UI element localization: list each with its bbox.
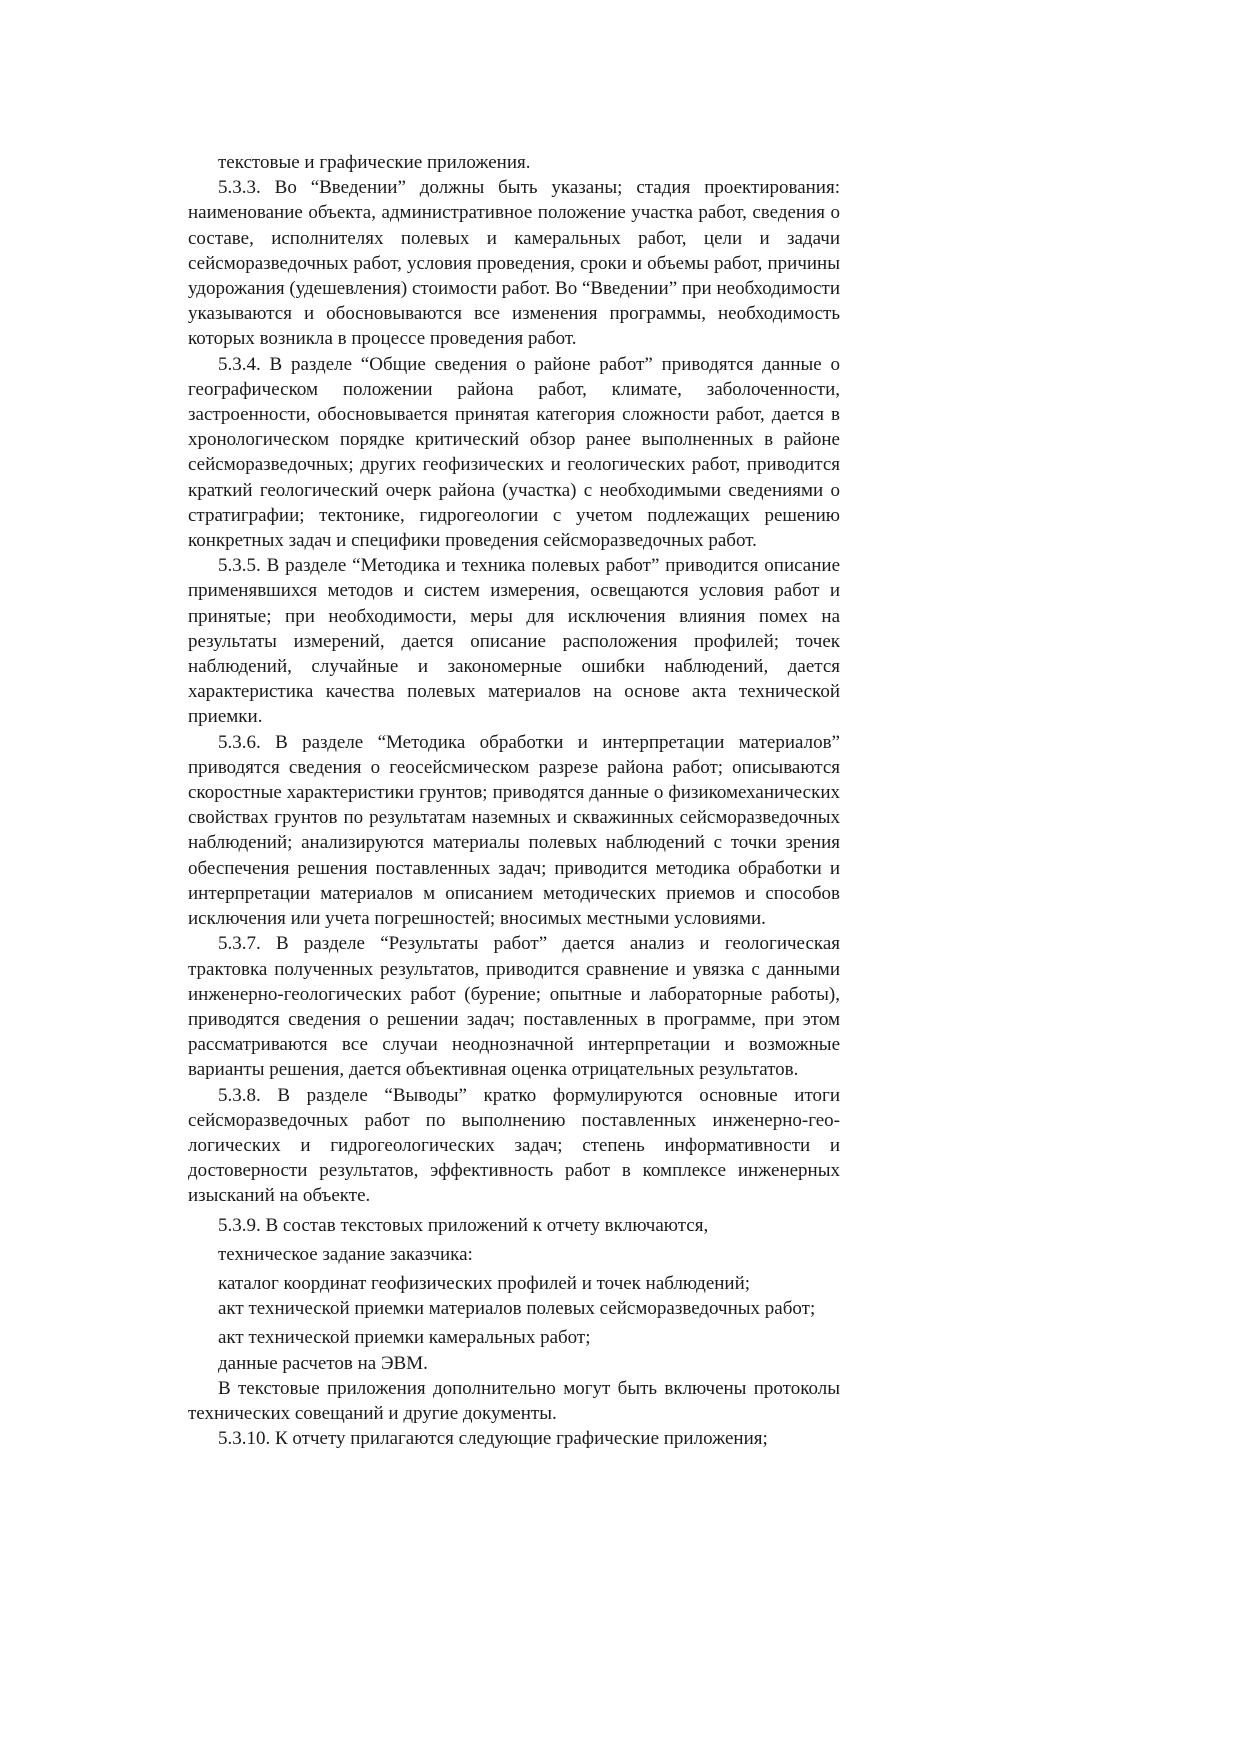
paragraph-5-3-4: 5.3.4. В разделе “Общие сведения о районе работ” приводятся данные о географическом положении района работ, климате, заболоченности, застроенности, обосновывается принятая категория сложности работ, дается в хронологическом порядке критический обзор ранее выполненных в районе сейсморазведочных; других геофизических и геологических работ, приводится краткий геологический очерк района (участка) с необходимыми сведениями о стратиграфии; тектонике, гидрогеологии с учетом подлежащих решению конкретных задач и специфики проведения сейсморазведочных работ. <box>188 353 840 552</box>
paragraph-5-3-8: 5.3.8. В разделе “Выводы” кратко формулируются основные итоги сейсморазведочных работ по выполнению поставленных инженерно-геологических и гидрогеологических задач; степень информативности и достоверности результатов, эффективность работ в комплексе инженерных изысканий на объекте. <box>188 1084 840 1207</box>
paragraph-continuation: текстовые и графические приложения. <box>218 152 531 173</box>
paragraph-5-3-10: 5.3.10. К отчету прилагаются следующие графические приложения; <box>218 1428 768 1450</box>
list-item-terms-of-reference: техническое задание заказчика: <box>218 1243 473 1265</box>
paragraph-5-3-7: 5.3.7. В разделе “Результаты работ” дается анализ и геологическая трактовка полученных результатов, приводится сравнение и увязка с данными инженерно-геологических работ (бурение; опытные и лабораторные работы), приводятся сведения о решении задач; поставленных в программе, при этом рассматриваются все случаи неоднозначной интерпретации и возможные варианты решения, дается объективная оценка отрицательных результатов. <box>188 933 840 1081</box>
paragraph-5-3-5: 5.3.5. В разделе “Методика и техника полевых работ” приводится описание применявшихся методов и систем измерения, освещаются условия работ и принятые; при необходимости, меры для исключения влияния помех на результаты измерений, дается описание расположения профилей; точек наблюдений, случайные и закономерные ошибки наблюдений, дается характеристика качества полевых материалов на основе акта технической приемки. <box>188 555 840 728</box>
paragraph-5-3-9: 5.3.9. В состав текстовых приложений к отчету включаются, <box>218 1214 709 1236</box>
paragraph-additional-appendices: В текстовые приложения дополнительно могут быть включены протоколы технических совещаний и другие документы. <box>188 1377 840 1424</box>
list-item-coordinates-catalog: каталог координат геофизических профилей и точек наблюдений; <box>218 1272 751 1294</box>
list-item-computer-calculations: данные расчетов на ЭВМ. <box>218 1352 428 1374</box>
paragraph-5-3-6: 5.3.6. В разделе “Методика обработки и интерпретации материалов” приводятся сведения о геосейсмическом разрезе района работ; описываются скоростные характеристики грунтов; приводятся данные о физикомеханических свойствах грунтов по результатам наземных и скважинных сейсморазведочных наблюдений; анализируются материалы полевых наблюдений с точки зрения обеспечения решения поставленных задач; приводится методика обработки и интерпретации материалов м описанием методических приемов и способов исключения или учета погрешностей; вносимых местными условиями. <box>188 731 840 930</box>
list-item-office-acceptance-act: акт технической приемки камеральных работ; <box>218 1327 591 1349</box>
paragraph-5-3-3: 5.3.3. Во “Введении” должны быть указаны; стадия проектирования: наименование объекта, административное положение участка работ, сведения о составе, исполнителях полевых и камеральных работ, цели и задачи сейсморазведочных работ, условия проведения, сроки и объемы работ, причины удорожания (удешевления) стоимости работ. Во “Введении” при необходимости указываются и обосновываются все изменения программы, необходимость которых возникла в процессе проведения работ. <box>188 177 840 350</box>
list-item-field-acceptance-act: акт технической приемки материалов полевых сейсморазведочных работ; <box>218 1298 816 1320</box>
document-page <box>188 150 840 1451</box>
